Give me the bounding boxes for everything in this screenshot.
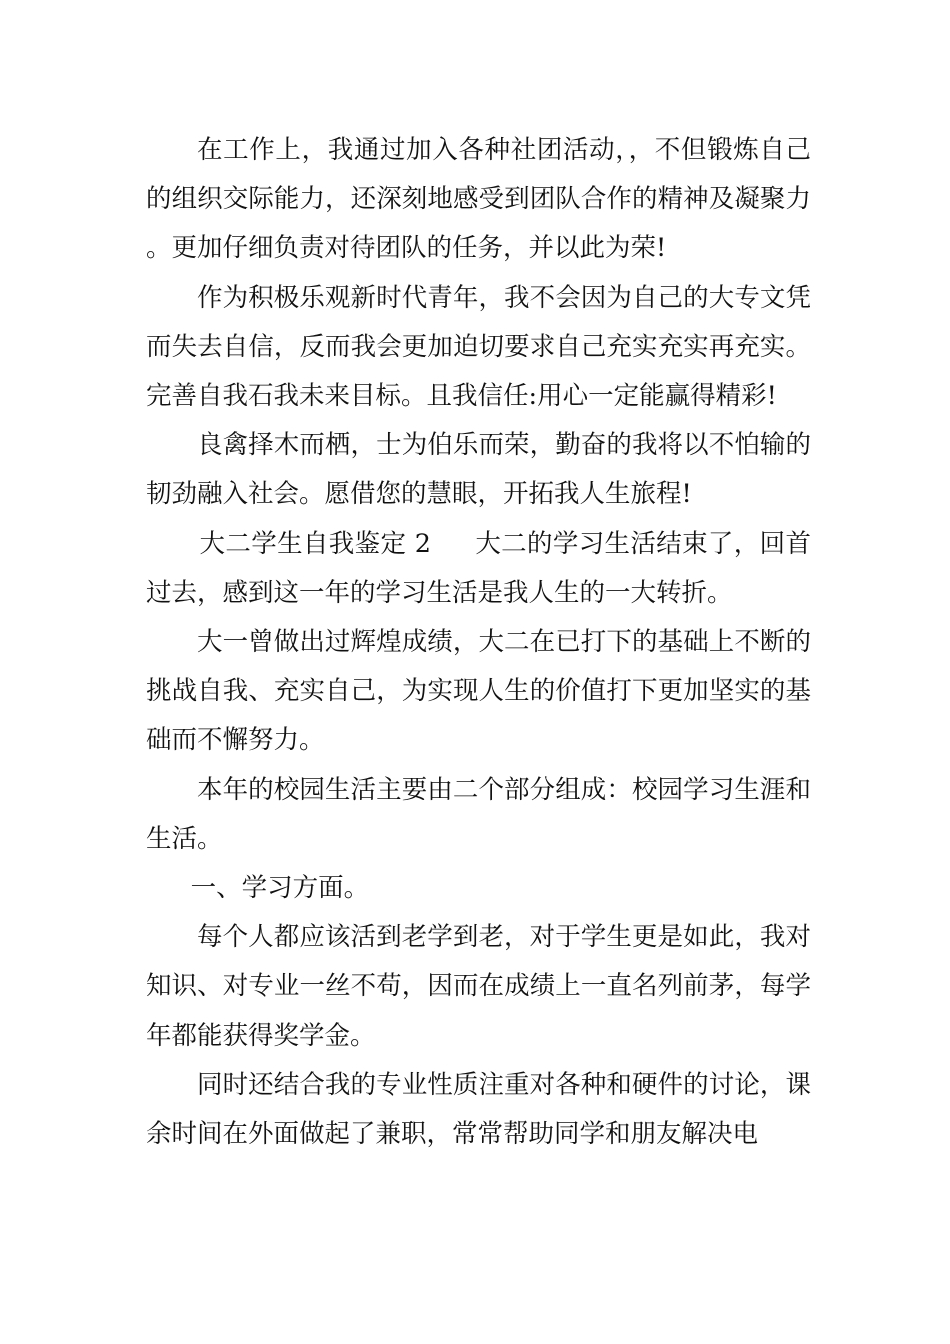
paragraph-second-year: 大二的学习生活结束了，回首过去，感到这一年的学习生活是我人生的一大转折。: [146, 528, 811, 608]
paragraph-confidence: 作为积极乐观新时代青年，我不会因为自己的大专文凭而失去自信，反而我会更加迫切要求自己充实充实再充实。完善自我石我未来目标。且我信任:用心一定能赢得精彩!: [146, 282, 811, 412]
paragraph-first-year: 大一曾做出过辉煌成绩，大二在已打下的基础上不断的挑战自我、充实自己，为实现人生的价值打下更加坚实的基础而不懈努力。: [146, 627, 811, 756]
paragraph-society: 良禽择木而栖，士为伯乐而荣，勤奋的我将以不怕输的韧劲融入社会。愿借您的慧眼，开拓我人生旅程!: [146, 430, 811, 510]
document-body: [146, 126, 811, 1159]
paragraph-campus-life: 本年的校园生活主要由二个部分组成：校园学习生涯和生活。: [146, 774, 811, 854]
paragraph-part-time: 同时还结合我的专业性质注重对各种和硬件的讨论，课余时间在外面做起了兼职，常常帮助同学和朋友解决电: [146, 1069, 811, 1150]
paragraph-study-heading: 一、学习方面。: [190, 873, 370, 904]
paragraph-section-start: [146, 520, 811, 618]
section-heading: 大二学生自我鉴定 2: [199, 528, 431, 559]
paragraph-lifelong-learning: 每个人都应该活到老学到老，对于学生更是如此，我对知识、对专业一丝不苟，因而在成绩上一直名列前茅，每学年都能获得奖学金。: [146, 922, 811, 1051]
paragraph-work: 在工作上，我通过加入各种社团活动，，不但锻炼自己的组织交际能力，还深刻地感受到团队合作的精神及凝聚力。更加仔细负责对待团队的任务，并以此为荣!: [146, 135, 811, 264]
